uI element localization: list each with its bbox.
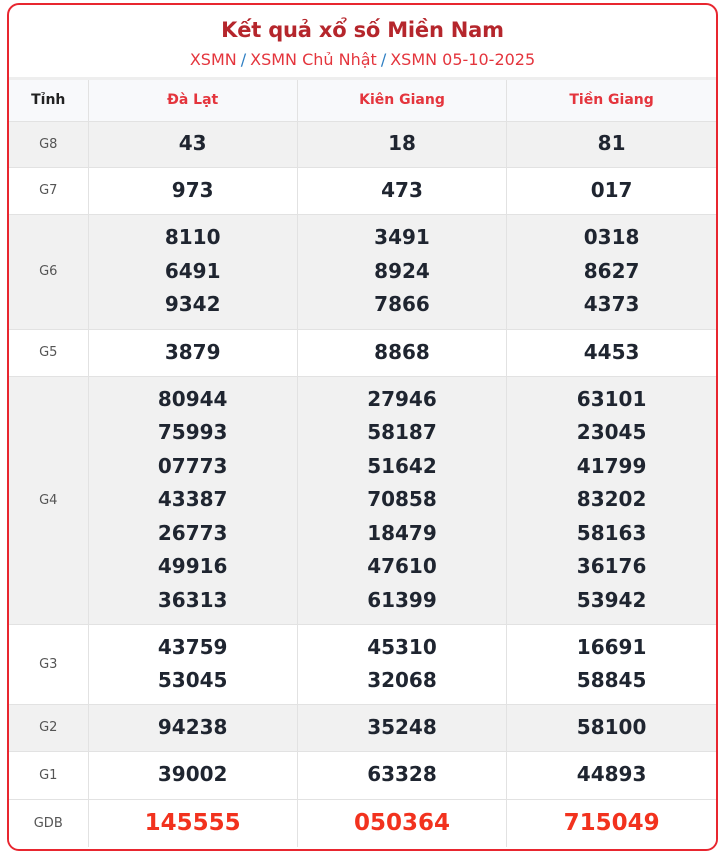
result-cell (88, 751, 297, 799)
result-number: 4373 (583, 292, 640, 317)
result-number: 81 (597, 131, 626, 156)
result-cell (297, 121, 506, 167)
breadcrumb-separator: / (240, 50, 247, 69)
result-number: 8110 (164, 225, 221, 250)
result-cell (297, 329, 506, 376)
special-prize-cell (297, 799, 506, 847)
result-number: 23045 (576, 420, 647, 445)
special-prize-cell (507, 799, 716, 847)
result-cell (297, 624, 506, 704)
table-row-gdb (9, 799, 716, 847)
province-header-tien-giang[interactable]: Tiền Giang (507, 80, 716, 121)
table-row-g8 (9, 121, 716, 167)
result-number: 61399 (367, 587, 437, 612)
result-number: 70858 (367, 487, 437, 512)
result-cell (88, 121, 297, 167)
result-cell (507, 214, 716, 329)
result-number: 58100 (576, 714, 647, 739)
result-cell (507, 704, 716, 751)
result-cell (297, 704, 506, 751)
result-cell (507, 751, 716, 799)
special-prize-number: 050364 (353, 809, 450, 836)
page-title: Kết quả xổ số Miền Nam (221, 18, 504, 42)
result-number: 43759 (157, 634, 228, 659)
result-cell (88, 704, 297, 751)
result-number: 94238 (157, 714, 228, 739)
result-number: 51642 (367, 453, 437, 478)
prize-label: G8 (9, 121, 88, 167)
breadcrumb-separator: / (380, 50, 387, 69)
table-row-g3 (9, 624, 716, 704)
result-number: 41799 (576, 453, 647, 478)
result-cell (297, 751, 506, 799)
result-number: 36176 (576, 554, 647, 579)
special-prize-number: 715049 (563, 809, 660, 836)
prize-label: G4 (9, 376, 88, 624)
result-number: 49916 (157, 554, 228, 579)
breadcrumb-xsmn-date[interactable]: XSMN 05-10-2025 (390, 50, 536, 69)
result-cell (88, 624, 297, 704)
prize-label: G6 (9, 214, 88, 329)
province-header-da-lat[interactable]: Đà Lạt (88, 80, 297, 121)
result-cell (88, 214, 297, 329)
result-number: 53045 (157, 668, 228, 692)
result-number: 8868 (374, 339, 430, 364)
prize-label: G2 (9, 704, 88, 751)
result-number: 26773 (157, 520, 228, 545)
result-cell (507, 329, 716, 376)
result-number: 75993 (157, 420, 228, 445)
result-cell (507, 624, 716, 704)
table-row-g1 (9, 751, 716, 799)
result-cell (507, 167, 716, 214)
table-row-g7 (9, 167, 716, 214)
table-row-g2 (9, 704, 716, 751)
special-prize-number: 145555 (144, 809, 241, 836)
prize-label: G1 (9, 751, 88, 799)
province-header-kien-giang[interactable]: Kiên Giang (297, 80, 506, 121)
result-number: 44893 (576, 762, 647, 787)
special-prize-cell (88, 799, 297, 847)
result-number: 973 (171, 177, 214, 202)
result-number: 4453 (583, 339, 640, 364)
result-number: 43 (178, 131, 207, 156)
result-number: 7866 (374, 292, 430, 317)
result-number: 36313 (157, 587, 228, 612)
result-number: 017 (590, 177, 633, 202)
result-number: 9342 (164, 292, 221, 317)
result-number: 43387 (157, 487, 228, 512)
result-number: 32068 (367, 668, 437, 692)
breadcrumb-xsmn-sunday[interactable]: XSMN Chủ Nhật (250, 50, 377, 69)
result-number: 63101 (576, 386, 647, 411)
table-header-row (9, 80, 716, 121)
breadcrumb (9, 50, 716, 70)
result-number: 3491 (374, 225, 430, 250)
result-cell (88, 376, 297, 624)
prize-label: G3 (9, 624, 88, 704)
result-number: 8627 (583, 258, 640, 283)
card-header (9, 5, 716, 80)
result-number: 47610 (367, 554, 437, 579)
result-cell (297, 167, 506, 214)
result-number: 58845 (576, 668, 647, 692)
result-number: 83202 (576, 487, 647, 512)
prize-label: GDB (9, 799, 88, 847)
result-number: 18479 (367, 520, 437, 545)
table-row-g4 (9, 376, 716, 624)
result-number: 18 (388, 131, 416, 156)
breadcrumb-xsmn[interactable]: XSMN (189, 50, 237, 69)
lottery-results-card (7, 3, 718, 851)
result-number: 45310 (367, 634, 437, 659)
result-number: 35248 (367, 714, 437, 739)
result-number: 0318 (583, 225, 640, 250)
result-number: 58187 (367, 420, 437, 445)
result-number: 07773 (157, 453, 228, 478)
result-number: 6491 (164, 258, 221, 283)
result-cell (507, 121, 716, 167)
result-cell (88, 167, 297, 214)
result-number: 58163 (576, 520, 647, 545)
table-row-g6 (9, 214, 716, 329)
prize-label: G5 (9, 329, 88, 376)
result-number: 53942 (576, 587, 647, 612)
result-cell (297, 214, 506, 329)
result-cell (88, 329, 297, 376)
result-cell (507, 376, 716, 624)
result-number: 27946 (367, 386, 437, 411)
result-number: 63328 (367, 762, 437, 787)
result-number: 16691 (576, 634, 647, 659)
table-row-g5 (9, 329, 716, 376)
result-number: 3879 (164, 339, 221, 364)
result-number: 80944 (157, 386, 228, 411)
result-number: 39002 (157, 762, 228, 787)
result-number: 8924 (374, 258, 430, 283)
result-cell (297, 376, 506, 624)
result-number: 473 (381, 177, 423, 202)
province-column-header: Tỉnh (9, 80, 88, 121)
prize-label: G7 (9, 167, 88, 214)
results-table (9, 80, 716, 847)
